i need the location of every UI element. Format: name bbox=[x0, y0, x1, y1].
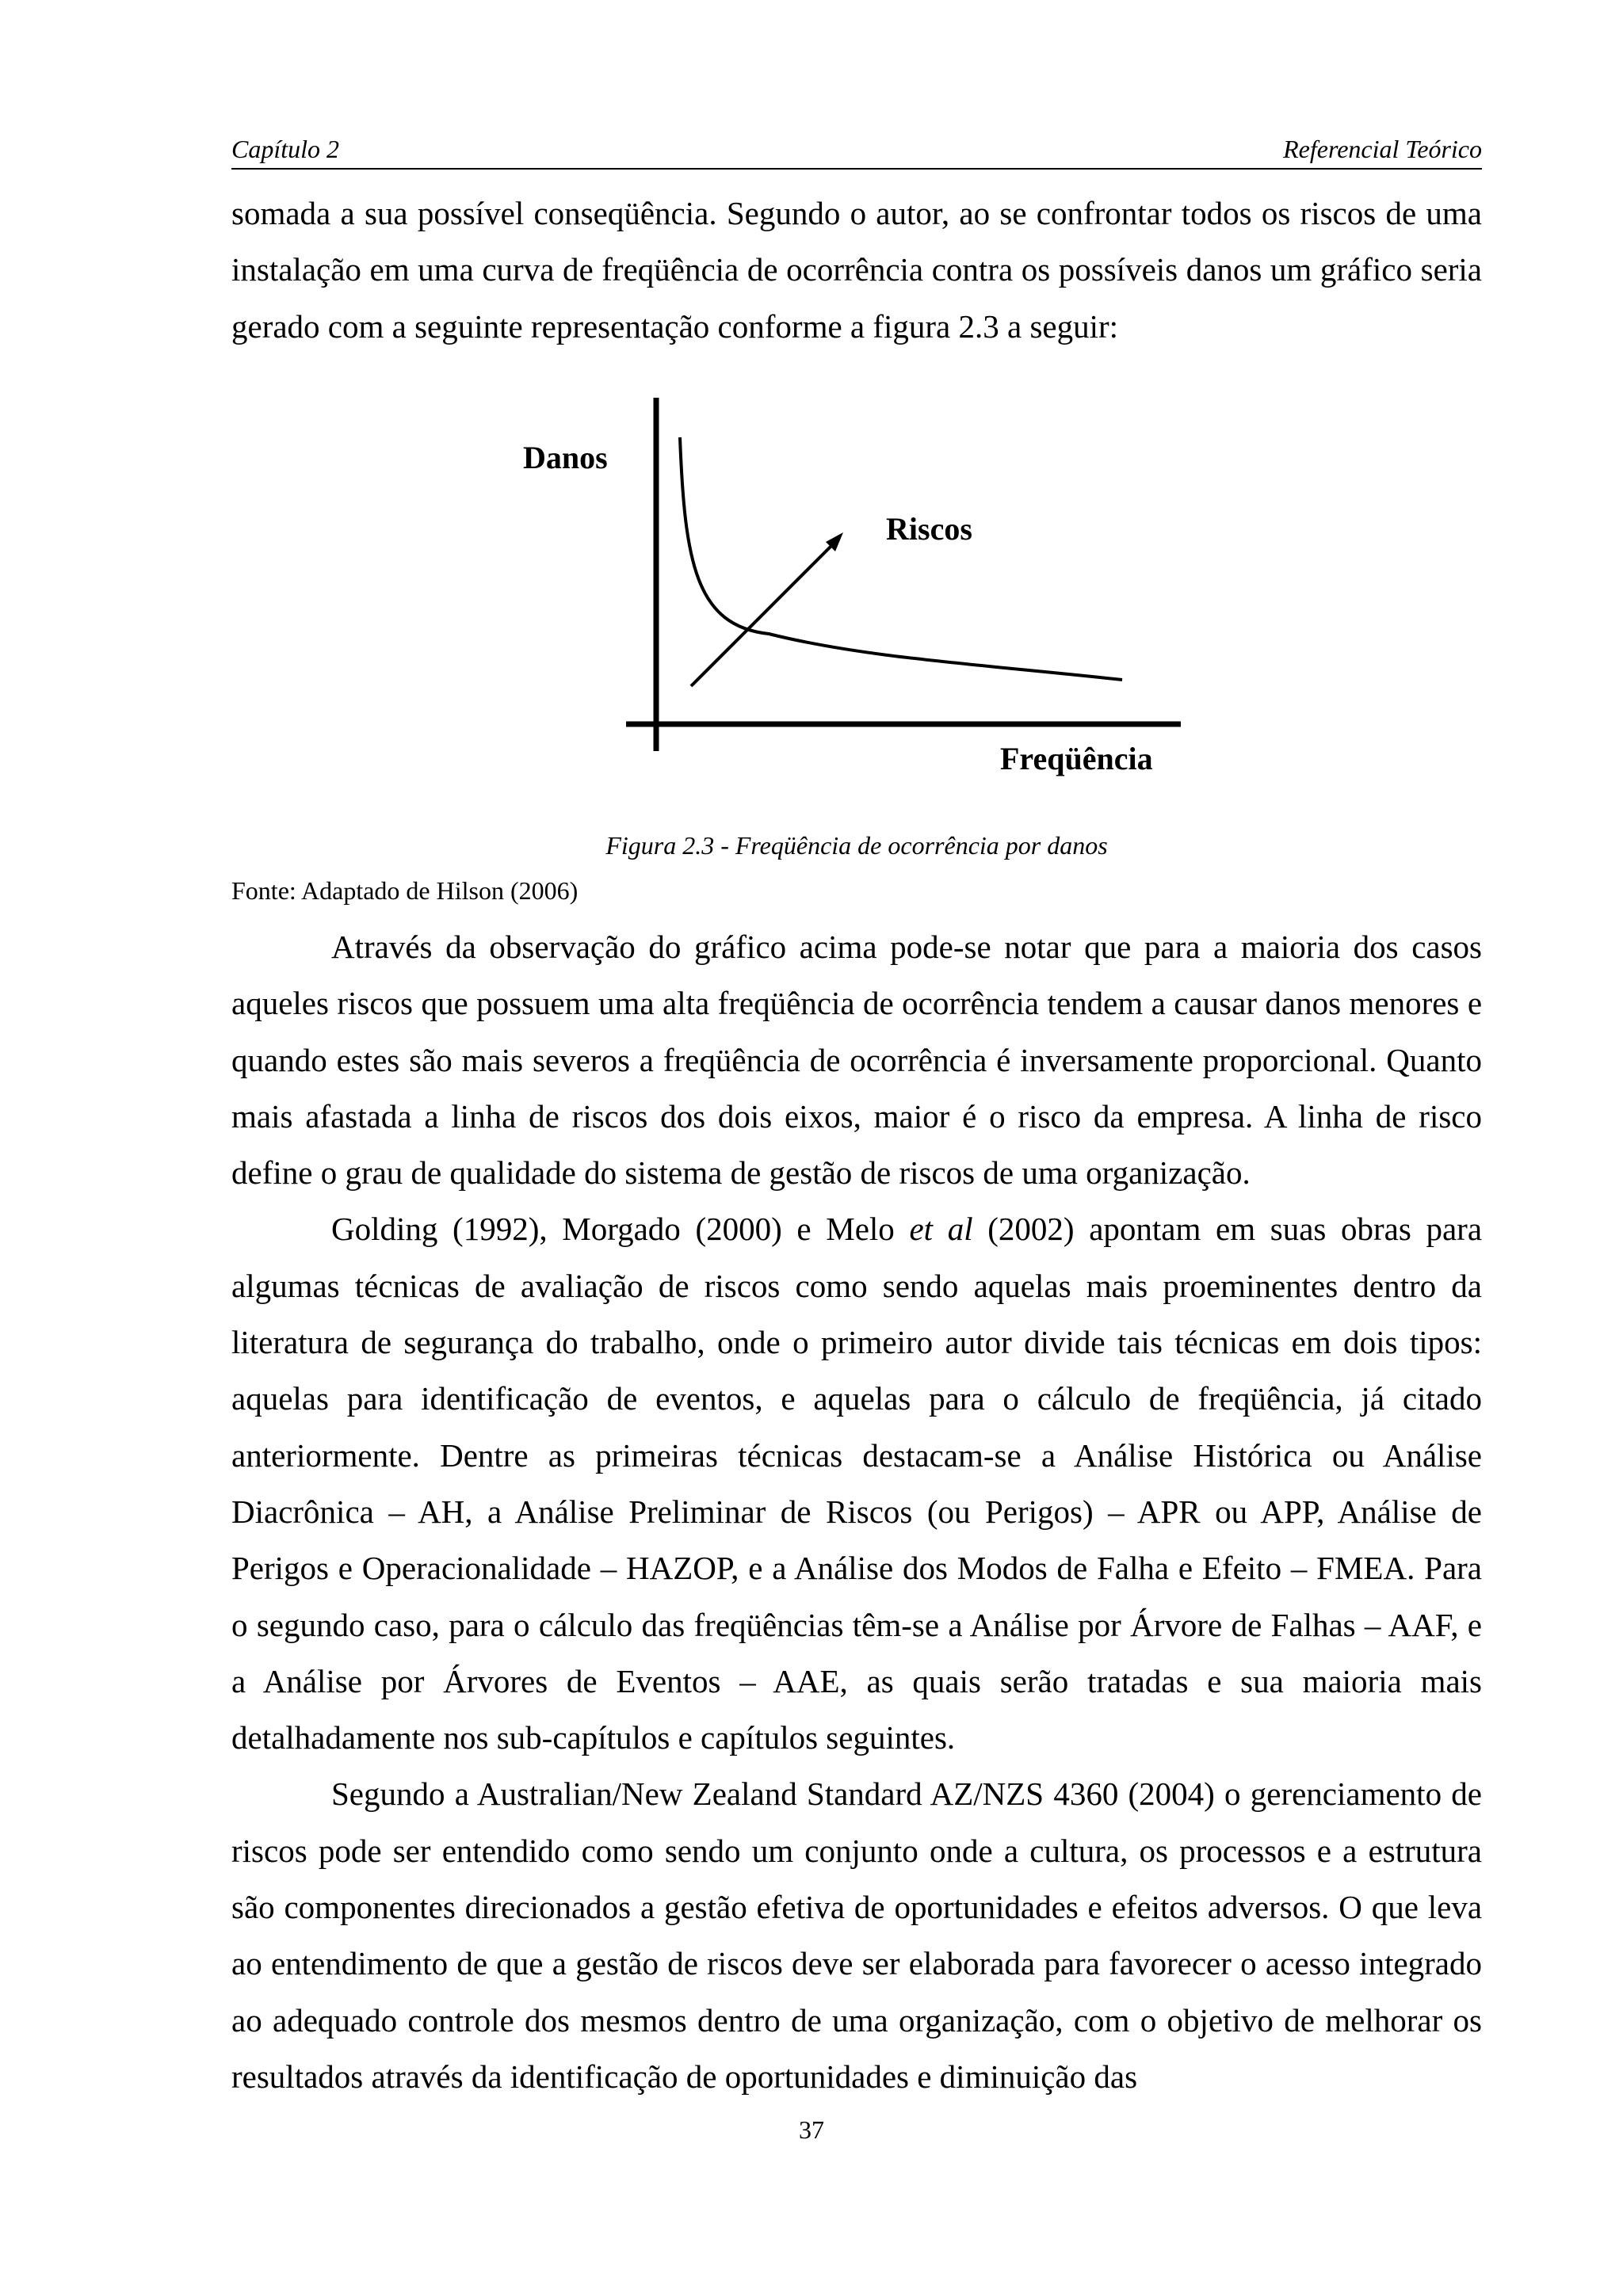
risk-arrow-line bbox=[691, 543, 834, 686]
text-line: somada a sua possível conseqüência. Segundo o autor, ao se confrontar todos os riscos de uma bbox=[231, 195, 1482, 231]
x-axis-label: Freqüência bbox=[1000, 741, 1153, 776]
intro-paragraph bbox=[231, 185, 1482, 355]
y-axis-label: Danos bbox=[523, 440, 608, 475]
frequency-damage-chart bbox=[602, 388, 1205, 784]
text-line: seria gerado com a seguinte representação conforme a figura 2.3 a seguir: bbox=[231, 251, 1483, 345]
paragraph-3: Segundo a Australian/New Zealand Standard AZ/NZS 4360 (2004) o gerenciamento de riscos pode ser entendido como sendo um conjunto onde a cultura, os processos e a estrutura são componentes direcionados a gestão efetiva de oportunidades e efeitos adversos. O que leva ao entendimento de que a gestão de riscos deve ser elaborada para favorecer o acesso integrado ao adequado controle dos mesmos dentro de uma organização, com o objetivo de melhorar os resultados através da identificação de oportunidades e diminuição das bbox=[231, 1775, 1483, 2095]
page-number: 37 bbox=[799, 2115, 824, 2144]
risk-label: Riscos bbox=[886, 511, 972, 547]
chapter-label: Capítulo 2 bbox=[231, 135, 340, 163]
text-line: instalação em uma curva de freqüência de ocorrência contra os possíveis danos um gráfico bbox=[231, 251, 1413, 288]
paragraph-1: Através da observação do gráfico acima pode-se notar que para a maioria dos casos aqueles riscos que possuem uma alta freqüência de ocorrência tendem a causar danos menores e quando estes são mais severos a freqüência de ocorrência é inversamente proporcional. Quanto mais afastada a linha de riscos dos dois eixos, maior é o risco da empresa. A linha de risco define o grau de qualidade do sistema de gestão de riscos de uma organização. bbox=[231, 929, 1483, 1192]
body-text bbox=[231, 919, 1482, 2105]
et-al-italic: et al bbox=[909, 1211, 973, 1248]
figure-caption: Figura 2.3 - Freqüência de ocorrência por danos bbox=[605, 831, 1108, 860]
paragraph-2: Golding (1992), Morgado (2000) e Melo et al (2002) apontam em suas obras para algumas técnicas de avaliação de riscos como sendo aquelas mais proeminentes dentro da literatura de segurança do trabalho, onde o primeiro autor divide tais técnicas em dois tipos: aquelas para identificação de eventos, e aquelas para o cálculo de freqüência, já citado anteriormente. Dentre as primeiras técnicas destacam-se a Análise Histórica ou Análise Diacrônica – AH, a Análise Preliminar de Riscos (ou Perigos) – APR ou APP, Análise de Perigos e Operacionalidade – HAZOP, e a Análise dos Modos de Falha e Efeito – FMEA. Para o segundo caso, para o cálculo das freqüências têm-se a Análise por Árvore de Falhas – AAF, e a Análise por Árvores de Eventos – AAE, as quais serão tratadas e sua maioria mais detalhadamente nos sub-capítulos e capítulos seguintes. bbox=[231, 1211, 1483, 1756]
section-title: Referencial Teórico bbox=[1283, 135, 1482, 163]
figure-2-3 bbox=[523, 388, 1205, 784]
figure-source: Fonte: Adaptado de Hilson (2006) bbox=[231, 876, 579, 905]
page-header bbox=[231, 127, 1482, 170]
damage-frequency-curve bbox=[680, 437, 1122, 680]
